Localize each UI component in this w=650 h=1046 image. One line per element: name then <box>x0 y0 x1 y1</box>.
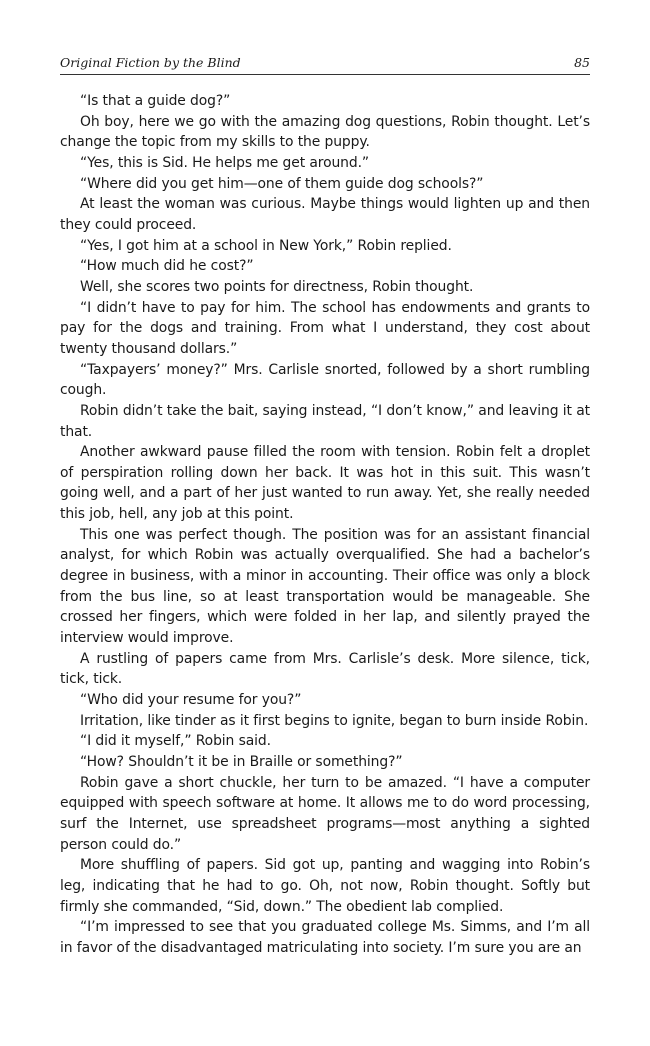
paragraph: Oh boy, here we go with the amazing dog questions, Robin thought. Let’s change the topic from my skills to the puppy. <box>60 113 590 151</box>
paragraph: “Is that a guide dog?” <box>80 93 231 109</box>
paragraph: “Who did your resume for you?” <box>80 692 302 709</box>
paragraph: Well, she scores two points for directness, Robin thought. <box>80 278 474 295</box>
paragraph: “How? Shouldn’t it be in Braille or something?” <box>80 754 403 770</box>
page-number: 85 <box>574 55 590 70</box>
paragraph: A rustling of papers came from Mrs. Carlisle’s desk. More silence, tick, tick, tick. <box>60 650 590 688</box>
paragraph: “Yes, this is Sid. He helps me get around.” <box>80 154 370 171</box>
running-header <box>60 52 590 75</box>
running-title: Original Fiction by the Blind <box>60 55 241 70</box>
book-page <box>60 52 590 959</box>
paragraph: More shuffling of papers. Sid got up, panting and wagging into Robin’s leg, indicating that he had to go. Oh, not now, Robin thought. Softly but firmly she commanded, “Sid, down.” The obedient lab complied. <box>60 857 590 915</box>
body-text <box>60 91 590 959</box>
paragraph: “I’m impressed to see that you graduated college Ms. Simms, and I’m all in favor of the disadvantaged matriculating into society. I’m sure you are an <box>60 919 590 956</box>
paragraph: This one was perfect though. The position was for an assistant financial analyst, for which Robin was actually overqualified. She had a bachelor’s degree in business, with a minor in accounting. Their office was only a block from the bus line, so at least transportation would be manageable. She crossed her fingers, which were folded in her lap, and silently prayed the interview would improve. <box>60 526 590 647</box>
paragraph: “Where did you get him—one of them guide dog schools?” <box>80 175 484 192</box>
paragraph: “Taxpayers’ money?” Mrs. Carlisle snorted, followed by a short rumbling cough. <box>60 361 590 399</box>
paragraph: “Yes, I got him at a school in New York,” Robin replied. <box>80 237 452 254</box>
paragraph: Robin gave a short chuckle, her turn to be amazed. “I have a computer equipped with speech software at home. It allows me to do word processing, surf the Internet, use spreadsheet programs—most anything a sighted person could do.” <box>60 774 590 853</box>
paragraph: “I did it myself,” Robin said. <box>80 733 271 750</box>
paragraph: “How much did he cost?” <box>80 258 254 275</box>
paragraph: Robin didn’t take the bait, saying instead, “I don’t know,” and leaving it at that. <box>60 402 590 440</box>
paragraph: Irritation, like tinder as it first begins to ignite, began to burn inside Robin. <box>80 712 589 729</box>
paragraph: Another awkward pause filled the room with tension. Robin felt a droplet of perspiration rolling down her back. It was hot in this suit. This wasn’t going well, and a part of her just wanted to run away. Yet, she really needed this job, hell, any job at this point. <box>60 444 590 523</box>
paragraph: At least the woman was curious. Maybe things would lighten up and then they could proceed. <box>60 196 590 233</box>
paragraph: “I didn’t have to pay for him. The school has endowments and grants to pay for the dogs and training. From what I understand, they cost about twenty thousand dollars.” <box>60 299 590 357</box>
